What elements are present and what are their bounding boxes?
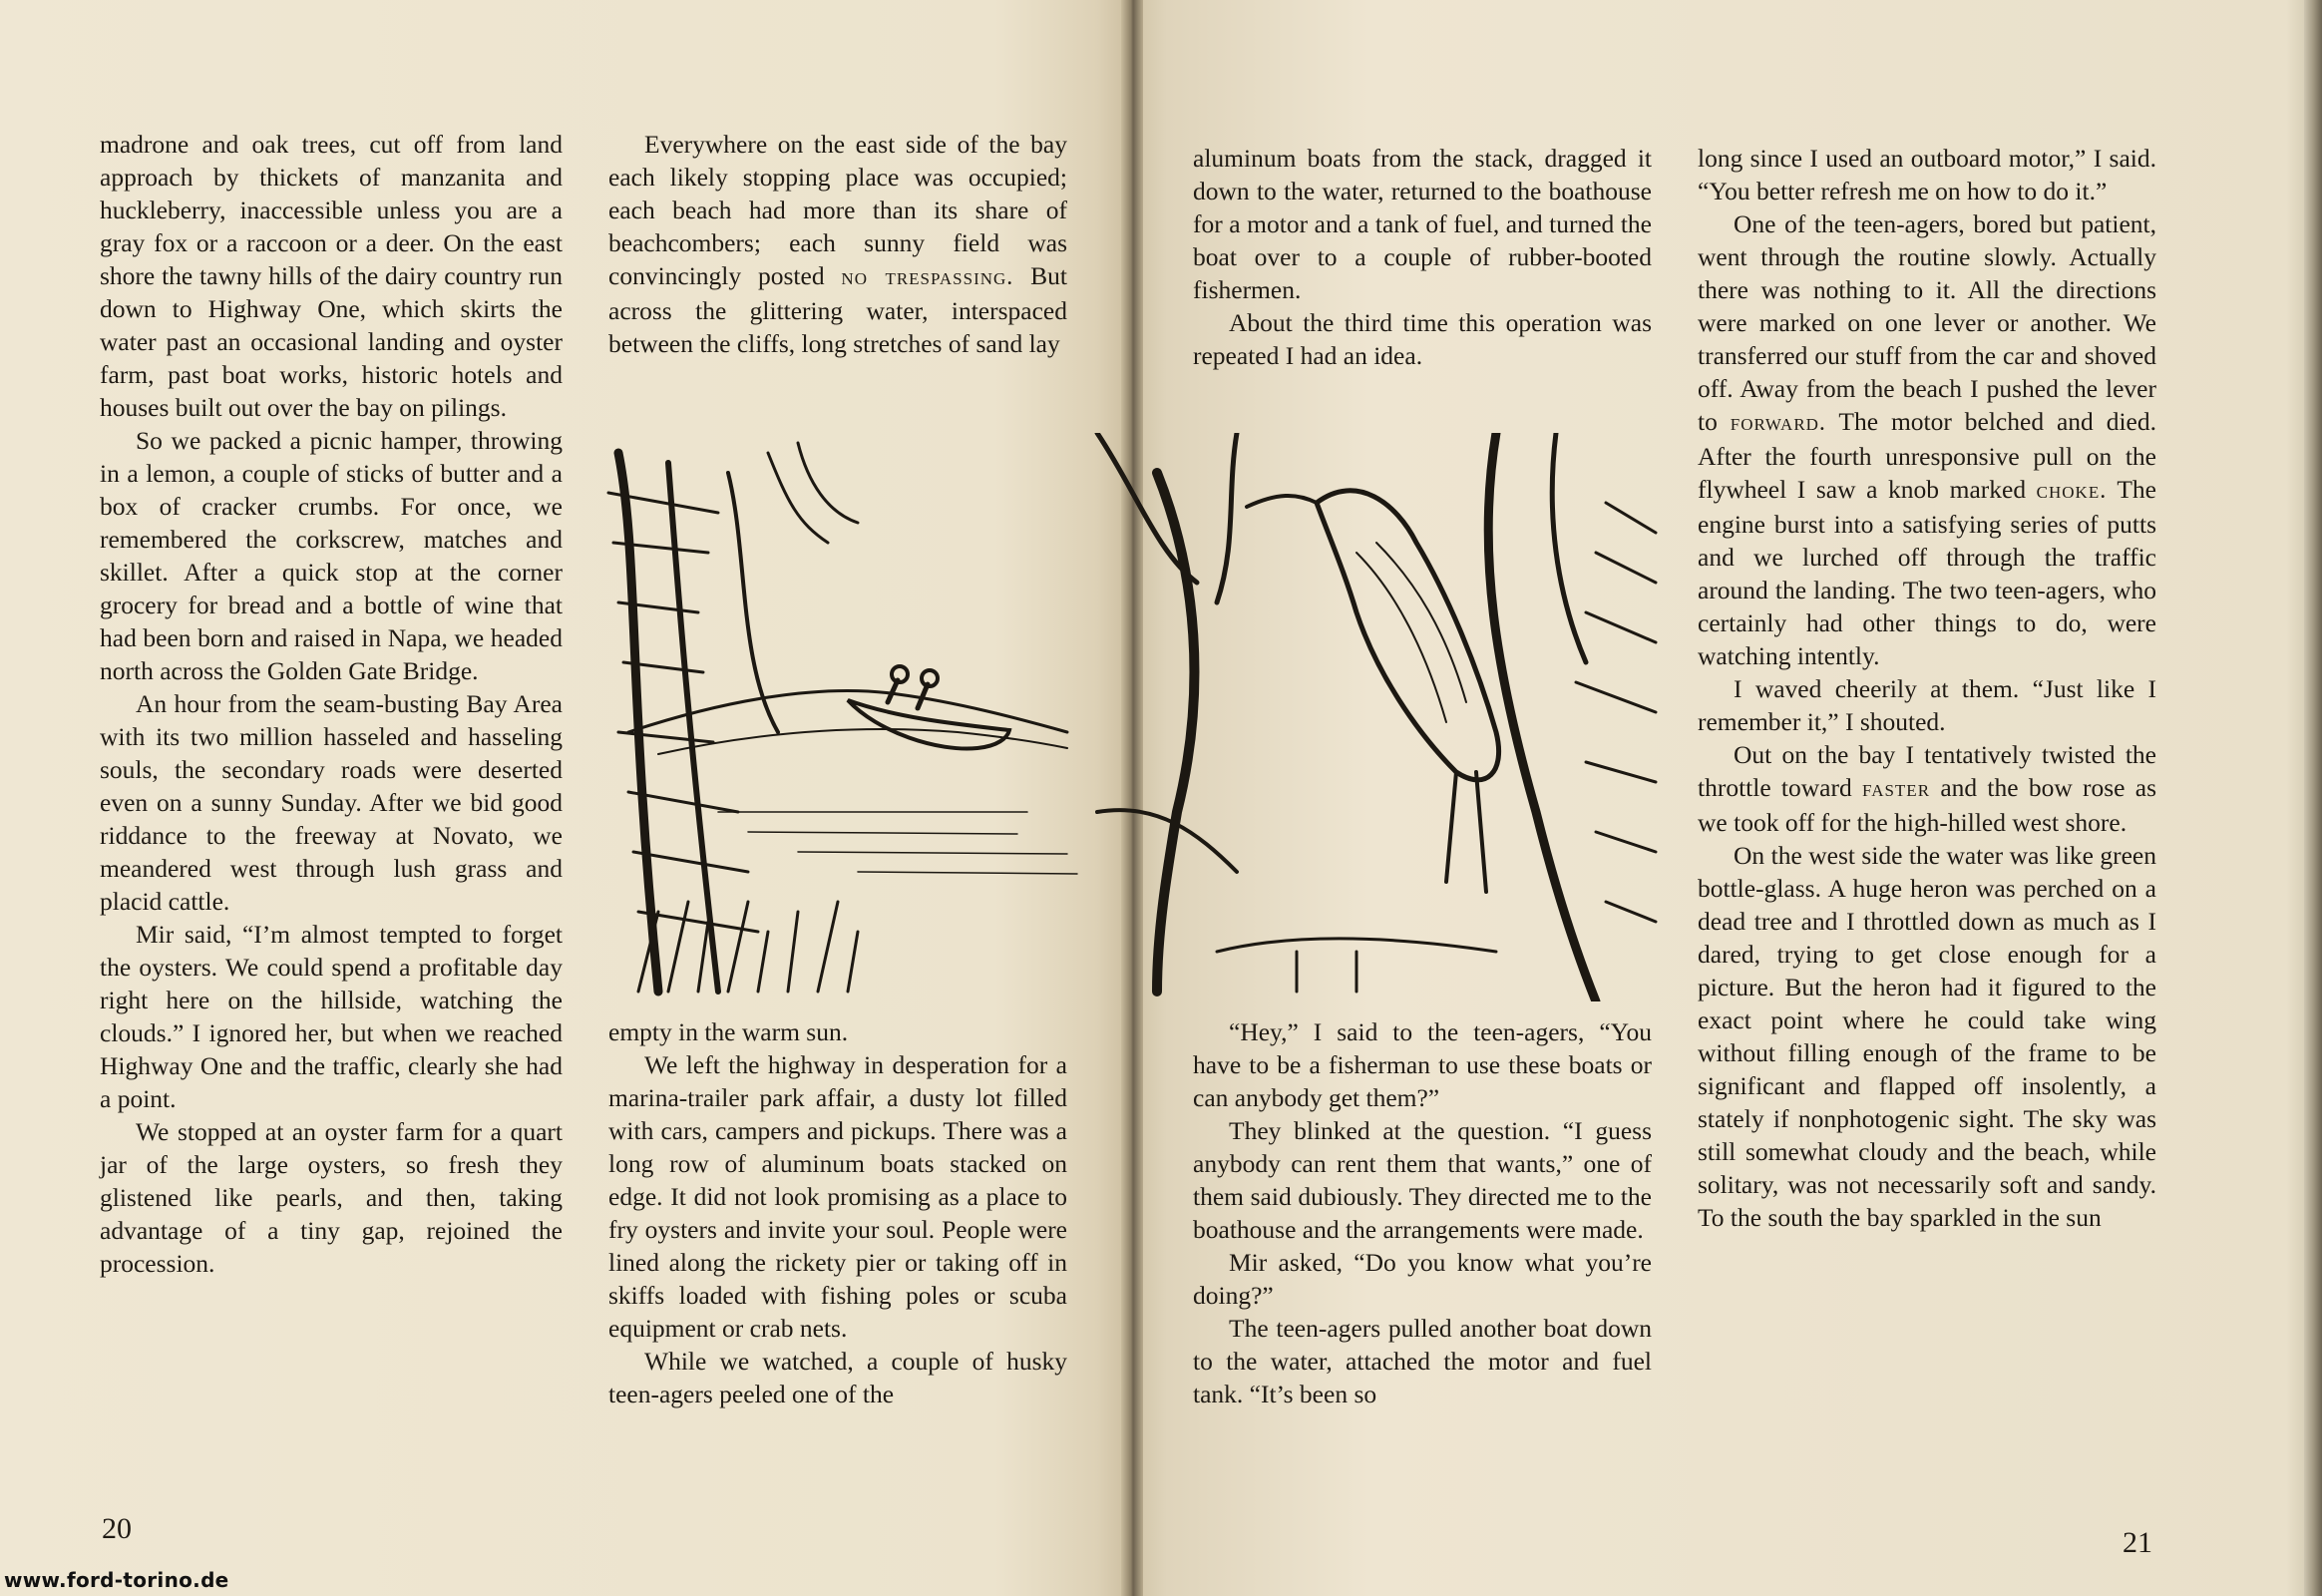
- paragraph: long since I used an outboard motor,” I said. “You better refresh me on how to do it.”: [1698, 144, 2156, 205]
- page-number-left: 20: [102, 1512, 132, 1545]
- paragraph: “Hey,” I said to the teen-agers, “You have to be a fisherman to use these boats or can anybody get them?”: [1193, 1017, 1652, 1112]
- text-run: The engine burst into a satisfying series of putts and we lurched off through the traffic around the landing. The two teen-agers, who certainly had other things to do, were watching intently.: [1698, 475, 2156, 670]
- text-run: Everywhere on the east side of the bay each likely stopping place was occupied; each beach had more than its share of beachcombers; each sunny field was convincingly posted: [608, 130, 1067, 290]
- paragraph: They blinked at the question. “I guess anybody can rent them that wants,” one of them said dubiously. They directed me to the boathouse and the arrangements were made.: [1193, 1116, 1652, 1244]
- small-caps-text: no trespassing.: [841, 264, 1014, 290]
- paragraph: On the west side the water was like green bottle-glass. A huge heron was perched on a dead tree and I throttled down as much as I dared, trying to get close enough for a picture. But the heron had it figured to the exact point where he could take wing without filling enough of the frame to be significant and flapped off insolently, a stately if nonphotogenic sight. The sky was still somewhat cloudy and the beach, while solitary, was not necessarily soft and sandy. To the south the bay sparkled in the sun: [1698, 841, 2156, 1232]
- page-number-right: 21: [2123, 1526, 2152, 1559]
- text-run: and the bow rose as we took off for the high-hilled west shore.: [1698, 773, 2156, 837]
- text-column-4: [1698, 142, 2156, 1234]
- paragraph: madrone and oak trees, cut off from land approach by thickets of manzanita and huckleberry, inaccessible unless you are a gray fox or a raccoon or a deer. On the east shore the tawny hills of the dairy country run down to Highway One, which skirts the water past an occasional landing and oyster farm, past boat works, historic hotels and houses built out over the bay on pilings.: [100, 130, 563, 422]
- small-caps-text: faster: [1862, 776, 1931, 802]
- paragraph: About the third time this operation was repeated I had an idea.: [1193, 308, 1652, 370]
- small-caps-text: choke.: [2036, 478, 2108, 504]
- paragraph: Mir said, “I’m almost tempted to forget the oysters. We could spend a profitable day right here on the hillside, watching the clouds.” I ignored her, but when we reached Highway One and the traffic, clearly she had a point.: [100, 920, 563, 1113]
- paragraph: While we watched, a couple of husky teen-agers peeled one of the: [608, 1347, 1067, 1408]
- text-run: The motor belched and died. After the fourth unresponsive pull on the flywheel I saw a knob marked: [1698, 407, 2156, 504]
- text-column-1: [100, 128, 563, 1280]
- text-column-2-top: [608, 128, 1067, 360]
- paragraph: We stopped at an oyster farm for a quart jar of the large oysters, so fresh they glistened like pearls, and then, taking advantage of a tiny gap, rejoined the procession.: [100, 1117, 563, 1278]
- text-column-3-bottom: [1193, 1015, 1652, 1410]
- text-column-2-bottom: [608, 1015, 1067, 1410]
- paragraph: [1698, 207, 2156, 672]
- text-run: One of the teen-agers, bored but patient, went through the routine slowly. Actually there was nothing to it. All the directions were marked on one lever or another. We transferred our stuff from the car and shoved off. Away from the beach I pushed the lever to: [1698, 209, 2156, 436]
- paragraph: empty in the warm sun.: [608, 1017, 849, 1046]
- paragraph: I waved cheerily at them. “Just like I remember it,” I shouted.: [1698, 674, 2156, 736]
- paragraph: An hour from the seam-busting Bay Area with its two million hasseled and hasseling souls, the secondary roads were deserted even on a sunny Sunday. After we bid good riddance to the freeway at Novato, we meandered west through lush grass and placid cattle.: [100, 689, 563, 916]
- text-run: But across the glittering water, interspaced between the cliffs, long stretches of sand lay: [608, 261, 1068, 358]
- text-column-3-top: [1193, 142, 1652, 372]
- heron-illustration: [598, 433, 1666, 1001]
- paragraph: We left the highway in desperation for a marina-trailer park affair, a dusty lot filled with cars, campers and pickups. There was a long row of aluminum boats stacked on edge. It did not look promising as a place to fry oysters and invite your soul. People were lined along the rickety pier or taking off in skiffs loaded with fishing poles or scuba equipment or crab nets.: [608, 1050, 1067, 1343]
- paragraph: Mir asked, “Do you know what you’re doing?”: [1193, 1248, 1652, 1310]
- small-caps-text: forward.: [1730, 410, 1826, 436]
- page-edge: [2304, 0, 2322, 1596]
- paragraph: The teen-agers pulled another boat down to the water, attached the motor and fuel tank. “It’s been so: [1193, 1314, 1652, 1408]
- text-run: Out on the bay I tentatively twisted the throttle toward: [1698, 740, 2156, 802]
- watermark-text: www.ford-torino.de: [4, 1568, 229, 1592]
- paragraph: So we packed a picnic hamper, throwing in a lemon, a couple of sticks of butter and a box of cracker crumbs. For once, we remembered the corkscrew, matches and skillet. After a quick stop at the corner grocery for bread and a bottle of wine that had been born and raised in Napa, we headed north across the Golden Gate Bridge.: [100, 426, 563, 685]
- paragraph: [1698, 738, 2156, 839]
- paragraph: [608, 128, 1067, 360]
- paragraph: aluminum boats from the stack, dragged it down to the water, returned to the boathouse for a motor and a tank of fuel, and turned the boat over to a couple of rubber-booted fishermen.: [1193, 144, 1652, 304]
